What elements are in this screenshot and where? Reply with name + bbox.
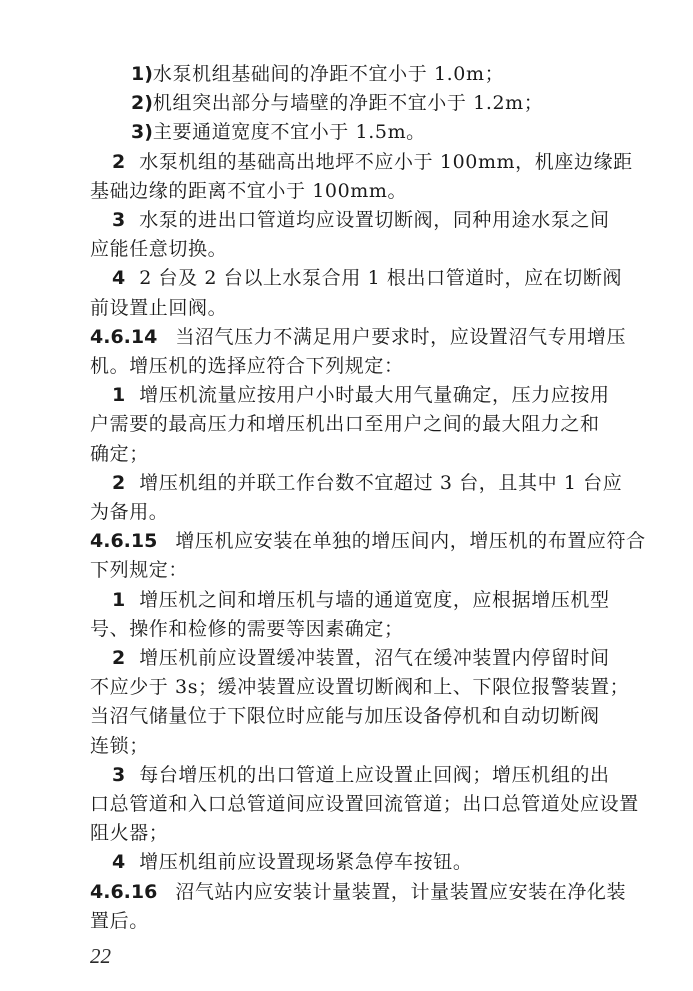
item-text: 水泵机组的基础高出地坪不应小于 100mm，机座边缘距 (139, 151, 633, 173)
clause-text: 下列规定： (90, 559, 189, 581)
item-number: 2 (112, 472, 126, 494)
sub-item-2 (131, 91, 543, 115)
item-number: 1 (112, 589, 126, 611)
item-text: 号、操作和检修的需要等因素确定； (90, 618, 404, 640)
item-text: 增压机之间和增压机与墙的通道宽度，应根据增压机型 (139, 589, 610, 611)
item-number: 2 (112, 151, 126, 173)
item-text: 应能任意切换。 (90, 238, 228, 260)
item-2c-line-2 (90, 675, 629, 699)
item-4b-line-1 (112, 850, 472, 874)
item-number: 3) (131, 121, 153, 143)
item-number: 1) (131, 63, 153, 85)
item-number: 1 (112, 384, 126, 406)
sub-item-1 (131, 62, 504, 86)
clause-text: 当沼气压力不满足用户要求时，应设置沼气专用增压 (175, 326, 627, 348)
item-text: 为备用。 (90, 501, 169, 523)
clause-4-6-16-line-2 (90, 909, 149, 933)
item-text: 水泵的进出口管道均应设置切断阀，同种用途水泵之间 (139, 209, 610, 231)
item-1-line-2 (90, 412, 600, 436)
item-3b-line-2 (90, 792, 639, 816)
item-text: 每台增压机的出口管道上应设置止回阀；增压机组的出 (139, 764, 610, 786)
clause-number: 4.6.16 (90, 881, 158, 903)
clause-text: 沼气站内应安装计量装置，计量装置应安装在净化装 (175, 881, 627, 903)
item-1b-line-1 (112, 588, 610, 612)
clause-4-6-14-line-2 (90, 354, 404, 378)
item-text: 水泵机组基础间的净距不宜小于 1.0m； (152, 63, 505, 85)
item-2c-line-1 (112, 646, 610, 670)
item-text: 前设置止回阀。 (90, 297, 228, 319)
item-2c-line-4 (90, 734, 149, 758)
item-1-line-1 (112, 383, 610, 407)
item-text: 户需要的最高压力和增压机出口至用户之间的最大阻力之和 (90, 413, 600, 435)
item-2b-line-1 (112, 471, 622, 495)
item-2-line-1 (112, 150, 633, 174)
item-text: 增压机前应设置缓冲装置，沼气在缓冲装置内停留时间 (139, 647, 610, 669)
item-text: 基础边缘的距离不宜小于 100mm。 (90, 180, 408, 202)
clause-4-6-15-line-1 (90, 529, 646, 553)
item-3-line-2 (90, 237, 227, 261)
item-text: 2 台及 2 台以上水泵合用 1 根出口管道时，应在切断阀 (139, 267, 623, 289)
item-1b-line-2 (90, 617, 404, 641)
clause-4-6-16-line-1 (90, 880, 626, 904)
item-text: 主要通道宽度不宜小于 1.5m。 (152, 121, 426, 143)
item-text: 口总管道和入口总管道间应设置回流管道；出口总管道处应设置 (90, 793, 639, 815)
item-number: 2) (131, 92, 153, 114)
page-number: 22 (90, 944, 111, 968)
clause-number: 4.6.15 (90, 530, 158, 552)
item-2b-line-2 (90, 500, 168, 524)
item-number: 3 (112, 209, 126, 231)
item-text: 阻火器； (90, 822, 169, 844)
clause-4-6-14-line-1 (90, 325, 626, 349)
item-number: 2 (112, 647, 126, 669)
item-text: 增压机组的并联工作台数不宜超过 3 台，且其中 1 台应 (139, 472, 623, 494)
item-number: 4 (112, 851, 126, 873)
item-2c-line-3 (90, 704, 600, 728)
item-3b-line-3 (90, 821, 168, 845)
item-text: 当沼气储量位于下限位时应能与加压设备停机和自动切断阀 (90, 705, 600, 727)
item-text: 增压机组前应设置现场紧急停车按钮。 (139, 851, 473, 873)
item-2-line-2 (90, 179, 407, 203)
clause-text: 置后。 (90, 910, 149, 932)
clause-number: 4.6.14 (90, 326, 158, 348)
item-text: 确定； (90, 443, 149, 465)
item-number: 4 (112, 267, 126, 289)
item-text: 不应少于 3s；缓冲装置应设置切断阀和上、下限位报警装置； (90, 676, 630, 698)
item-1-line-3 (90, 442, 149, 466)
item-text: 增压机流量应按用户小时最大用气量确定，压力应按用 (139, 384, 610, 406)
item-3b-line-1 (112, 763, 610, 787)
item-3-line-1 (112, 208, 610, 232)
item-text: 机组突出部分与墙壁的净距不宜小于 1.2m； (152, 92, 544, 114)
clause-4-6-15-line-2 (90, 558, 188, 582)
item-number: 3 (112, 764, 126, 786)
sub-item-3 (131, 120, 426, 144)
item-text: 连锁； (90, 735, 149, 757)
item-4-line-1 (112, 266, 622, 290)
clause-text: 机。增压机的选择应符合下列规定： (90, 355, 404, 377)
item-4-line-2 (90, 296, 227, 320)
clause-text: 增压机应安装在单独的增压间内，增压机的布置应符合 (175, 530, 646, 552)
